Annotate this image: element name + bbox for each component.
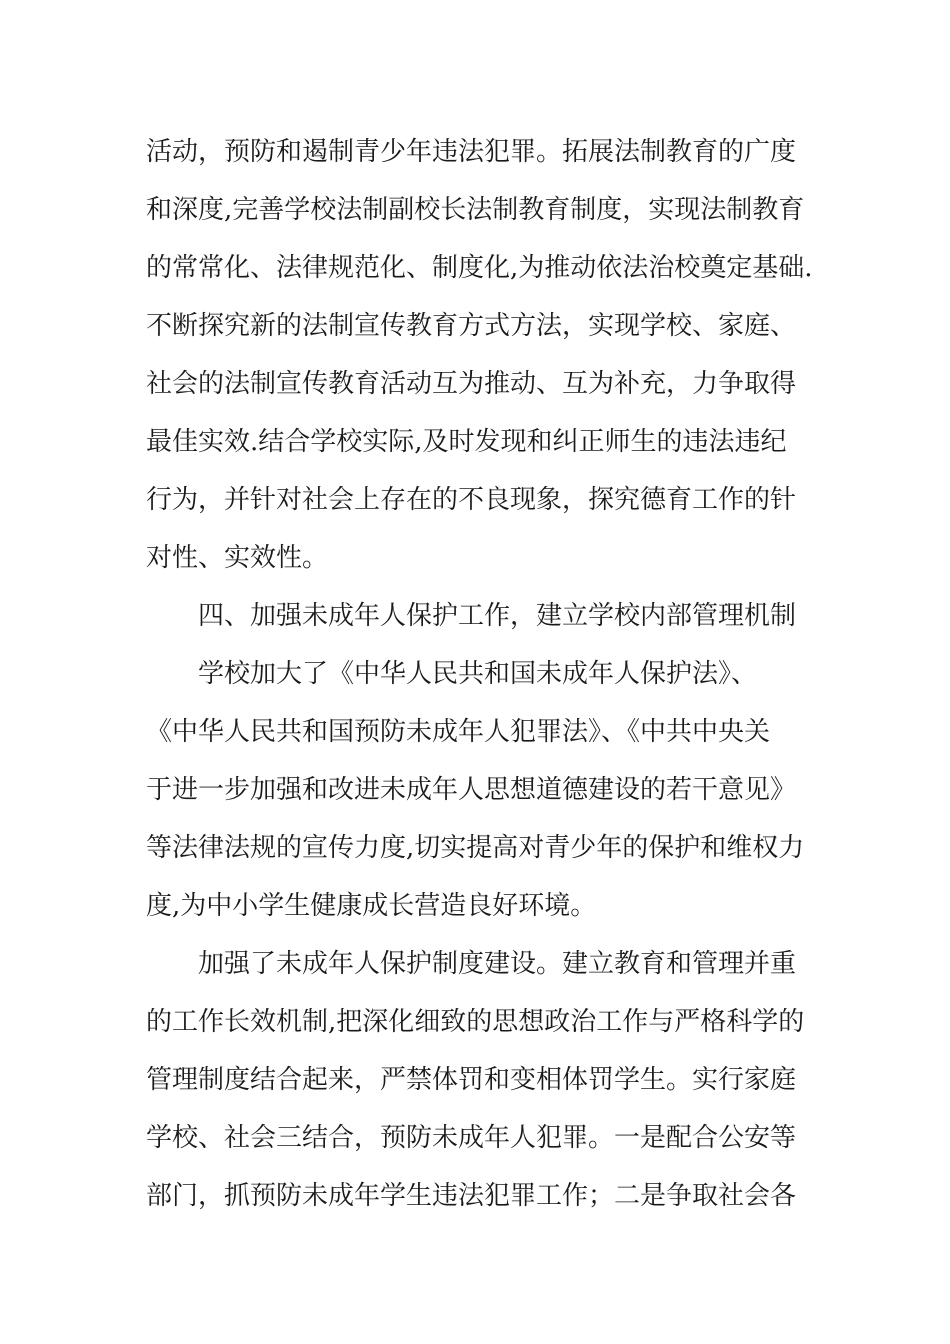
paragraph-line: 《中华人民共和国预防未成年人犯罪法》、《中共中央关 [146, 717, 771, 747]
paragraph-line: 学校加大了《中华人民共和国未成年人保护法》、 [198, 659, 758, 689]
paragraph-line: 于进一步加强和改进未成年人思想道德建设的若干意见》 [146, 775, 797, 805]
paragraph-line: 加强了未成年人保护制度建设。建立教育和管理并重 [198, 949, 797, 979]
section-heading: 四、加强未成年人保护工作，建立学校内部管理机制 [198, 601, 797, 631]
paragraph-line: 部门，抓预防未成年学生违法犯罪工作；二是争取社会各 [146, 1181, 797, 1211]
paragraph-line: 度,为中小学生健康成长营造良好环境。 [146, 891, 597, 921]
paragraph-line: 社会的法制宣传教育活动互为推动、互为补充，力争取得 [146, 369, 797, 399]
paragraph-line: 行为，并针对社会上存在的不良现象，探究德育工作的针 [146, 485, 797, 515]
paragraph-line: 的工作长效机制,把深化细致的思想政治工作与严格科学的 [146, 1007, 805, 1037]
paragraph-line: 和深度,完善学校法制副校长法制教育制度，实现法制教育 [146, 195, 805, 225]
paragraph-line: 学校、社会三结合，预防未成年人犯罪。一是配合公安等 [146, 1123, 797, 1153]
paragraph-line: 等法律法规的宣传力度,切实提高对青少年的保护和维权力 [146, 833, 805, 863]
paragraph-line: 活动，预防和遏制青少年违法犯罪。拓展法制教育的广度 [146, 137, 797, 167]
paragraph-line: 管理制度结合起来，严禁体罚和变相体罚学生。实行家庭 [146, 1065, 797, 1095]
paragraph-line: 对性、实效性。 [146, 543, 329, 573]
paragraph-line: 的常常化、法律规范化、制度化,为推动依法治校奠定基础. [146, 253, 813, 283]
paragraph-line: 不断探究新的法制宣传教育方式方法，实现学校、家庭、 [146, 311, 797, 341]
paragraph-line: 最佳实效.结合学校实际,及时发现和纠正师生的违法违纪 [146, 427, 787, 457]
